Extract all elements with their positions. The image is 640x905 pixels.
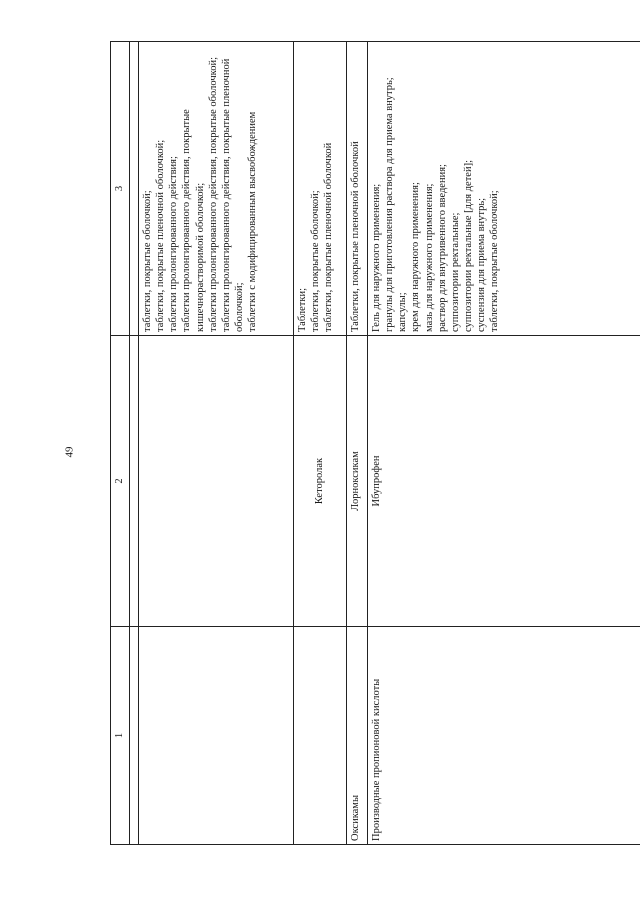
form-line: Таблетки, покрытые пленочной оболочкой xyxy=(350,141,361,332)
form-line: суппозитории ректальные [для детей]; xyxy=(462,160,474,332)
cell-group xyxy=(294,627,347,845)
cell-drug: Кеторолак xyxy=(294,336,347,627)
cell-group xyxy=(139,627,294,845)
form-line: мазь для наружного применения; xyxy=(423,183,435,332)
table-row xyxy=(294,42,347,845)
table-row xyxy=(139,42,294,845)
spacer-row xyxy=(130,42,139,845)
header-col-1: 1 xyxy=(111,627,130,845)
cell-forms xyxy=(294,42,347,336)
form-line: таблетки пролонгированного действия, покрытые кишечнорастворимой оболочкой; xyxy=(181,109,206,332)
cell-drug: Лорноксикам xyxy=(347,336,368,627)
table-row xyxy=(347,42,368,845)
drug-table-container xyxy=(110,42,640,845)
cell-group: Производные пропионовой кислоты xyxy=(368,627,640,845)
form-line: таблетки пролонгированного действия; xyxy=(168,156,180,332)
form-line: таблетки пролонгированного действия, покрытые пленочной оболочкой; xyxy=(220,58,245,332)
header-col-2: 2 xyxy=(111,336,130,627)
form-line: таблетки пролонгированного действия, покрытые оболочкой; xyxy=(207,57,219,332)
table-header-row xyxy=(111,42,130,845)
form-line: таблетки с модифицированным высвобождением xyxy=(247,111,258,332)
form-line: таблетки, покрытые пленочной оболочкой xyxy=(323,142,335,332)
header-col-3: 3 xyxy=(111,42,130,336)
form-line: таблетки, покрытые оболочкой; xyxy=(489,190,501,332)
cell-forms xyxy=(139,42,294,336)
cell-forms xyxy=(347,42,368,336)
form-line: суспензия для приема внутрь; xyxy=(476,197,487,332)
cell-drug xyxy=(139,336,294,627)
form-line: суппозитории ректальные; xyxy=(449,212,461,332)
form-line: таблетки, покрытые оболочкой; xyxy=(310,190,322,332)
page-number: 49 xyxy=(63,446,75,458)
form-line: таблетки, покрытые оболочкой; xyxy=(142,190,153,332)
form-line: таблетки, покрытые пленочной оболочкой; xyxy=(155,139,167,332)
form-line: Гель для наружного применения; xyxy=(371,183,382,332)
form-line: гранулы для приготовления раствора для приема внутрь; xyxy=(384,77,396,332)
form-line: раствор для внутривенного введения; xyxy=(436,164,448,332)
form-line: крем для наружного применения; xyxy=(410,182,422,332)
cell-drug: Ибупрофен xyxy=(368,336,640,627)
form-line: Таблетки; xyxy=(297,287,308,332)
form-line: капсулы; xyxy=(397,292,409,332)
table-row xyxy=(368,42,640,845)
drug-table xyxy=(110,41,640,845)
cell-forms xyxy=(368,42,640,336)
cell-group: Оксикамы xyxy=(347,627,368,845)
